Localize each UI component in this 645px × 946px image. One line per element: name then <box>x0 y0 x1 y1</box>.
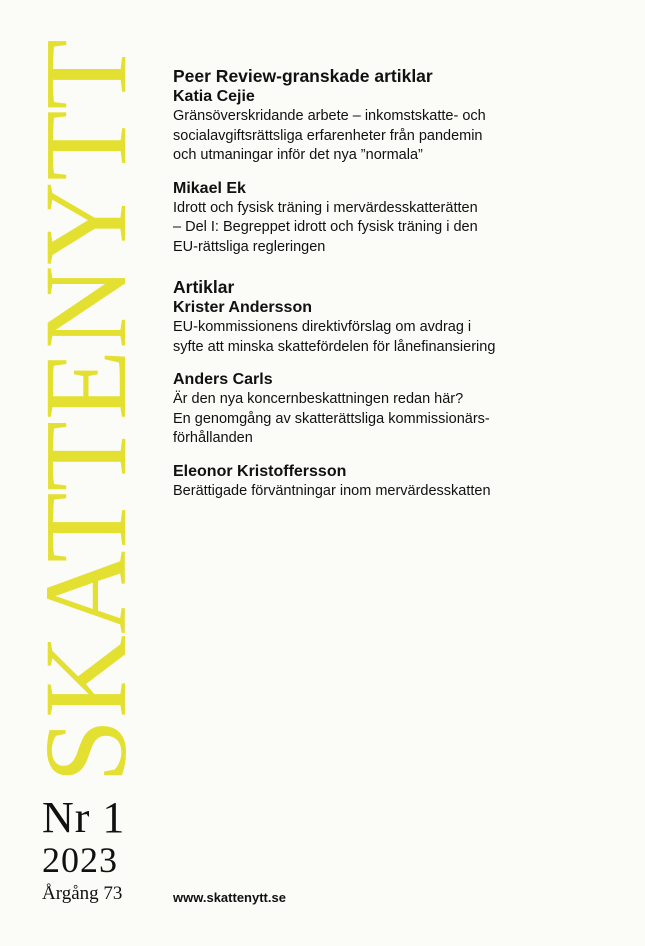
entry-title-line: EU-rättsliga regleringen <box>173 238 326 255</box>
entry-title-line: syfte att minska skattefördelen för lånefinansiering <box>173 338 496 355</box>
entry-title-line: Gränsöverskridande arbete – inkomstskatte- och <box>173 108 486 124</box>
toc-entry <box>173 370 613 449</box>
masthead-wrapper <box>20 38 151 783</box>
entry-author: Eleonor Kristoffersson <box>173 462 347 480</box>
toc-entry <box>173 179 613 258</box>
toc-entry <box>173 462 613 502</box>
entry-author: Krister Andersson <box>173 299 312 316</box>
entry-title-line: – Del I: Begreppet idrott och fysisk träning i den <box>173 219 478 235</box>
entry-title-line: och utmaningar inför det nya ”normala” <box>173 147 423 163</box>
entry-title-line: Berättigade förväntningar inom mervärdesskatten <box>173 482 491 499</box>
toc-entry <box>173 87 613 166</box>
issue-year: 2023 <box>42 840 118 880</box>
table-of-contents <box>173 66 613 514</box>
entry-title-line: förhållanden <box>173 430 253 446</box>
section-heading-peer-review: Peer Review-granskade artiklar <box>173 66 433 86</box>
issue-volume: Årgång 73 <box>42 883 123 904</box>
entry-author: Anders Carls <box>173 371 273 388</box>
entry-author: Katia Cejie <box>173 88 255 105</box>
issue-number: Nr 1 <box>42 793 126 842</box>
masthead-text: SKATTENYTT <box>20 38 151 783</box>
entry-title-line: En genomgång av skatterättsliga kommissionärs- <box>173 410 490 427</box>
masthead-title <box>20 38 151 783</box>
entry-title-line: Är den nya koncernbeskattningen redan här? <box>173 391 464 407</box>
toc-entry <box>173 298 613 357</box>
entry-title-line: EU-kommissionens direktivförslag om avdrag i <box>173 319 472 335</box>
section-heading-artiklar: Artiklar <box>173 277 235 297</box>
entry-title-line: Idrott och fysisk träning i mervärdesskatterätten <box>173 199 478 216</box>
website-url: www.skattenytt.se <box>173 890 286 905</box>
entry-author: Mikael Ek <box>173 179 246 197</box>
entry-title-line: socialavgiftsrättsliga erfarenheter från pandemin <box>173 127 483 144</box>
